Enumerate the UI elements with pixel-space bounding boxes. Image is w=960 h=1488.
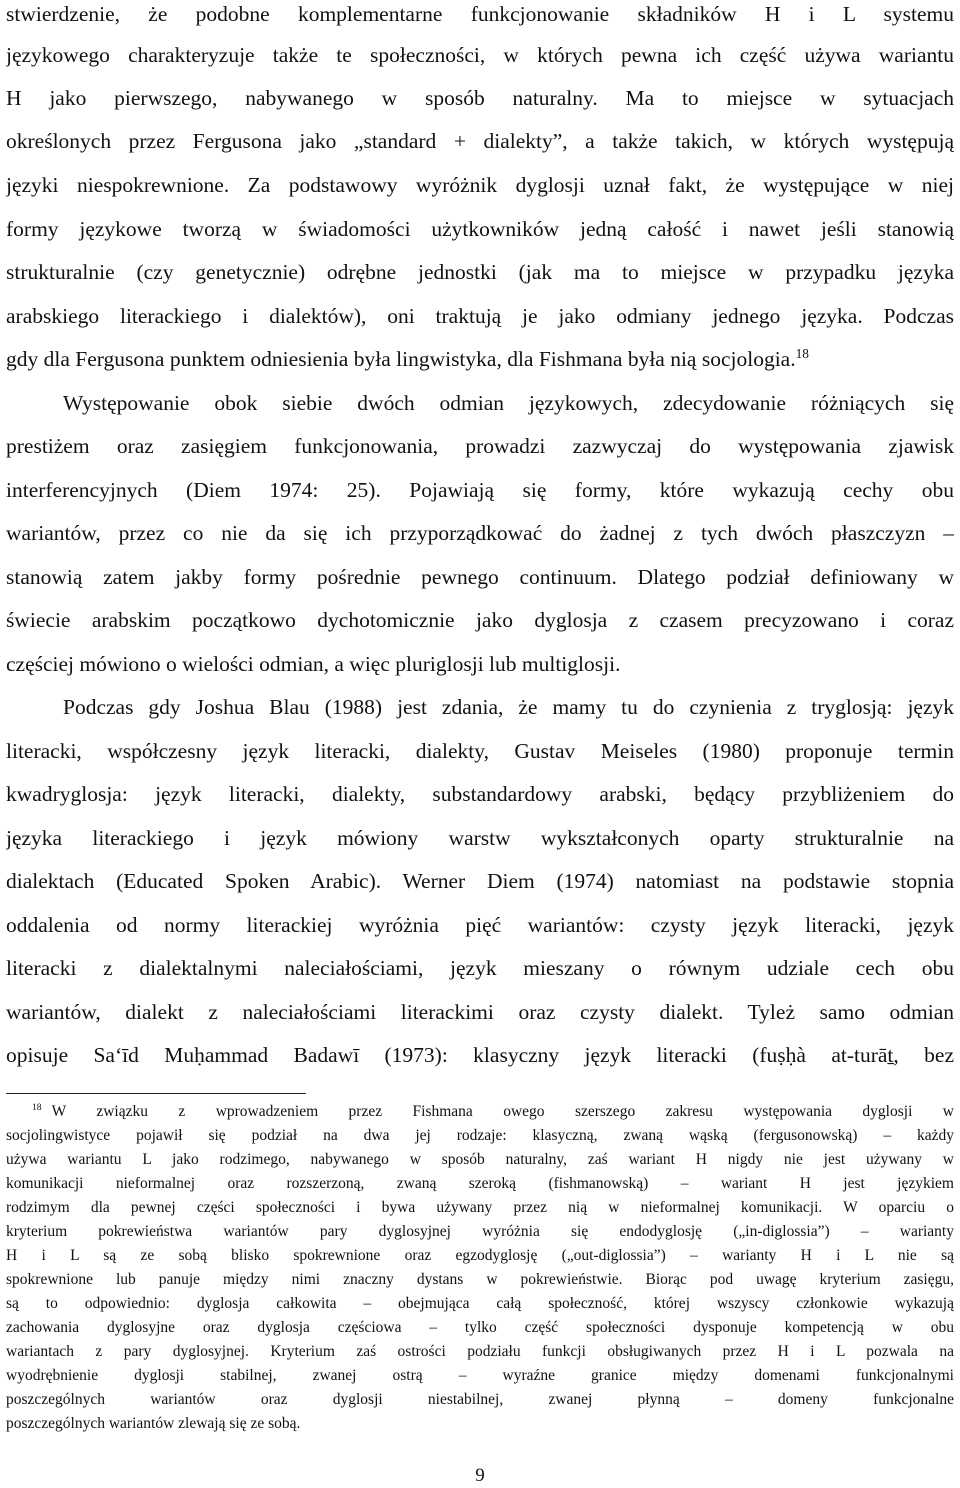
text-line: H jako pierwszego, nabywanego w sposób naturalny. Ma to miejsce w sytuacjach: [6, 86, 954, 110]
text-line: częściej mówiono o wielości odmian, a więc pluriglosji lub multiglosji.: [6, 652, 621, 676]
text-line: literacki z dialektalnymi naleciałościami, język mieszany o równym udziale cech obu: [6, 956, 954, 980]
text-line: określonych przez Fergusona jako „standard + dialekty”, a także takich, w których występują: [6, 129, 954, 153]
footnote-separator: [6, 1093, 306, 1094]
text-line: literacki, współczesny język literacki, dialekty, Gustav Meiseles (1980) proponuje termin: [6, 739, 954, 763]
text-line: formy językowe tworzą w świadomości użytkowników jedną całość i nawet jeśli stanowią: [6, 217, 954, 241]
text-line: prestiżem oraz zasięgiem funkcjonowania, prowadzi zazwyczaj do występowania zjawisk: [6, 434, 954, 458]
text-line: arabskiego literackiego i dialektów), oni traktują je jako odmiany jednego języka. Podczas: [6, 304, 954, 328]
text-line: językowego charakteryzuje także te społeczności, w których pewna ich część używa wariantu: [6, 43, 954, 67]
footnote-reference: 18: [795, 345, 809, 361]
text-line: świecie arabskim początkowo dychotomicznie jako dyglosja z czasem precyzowano i coraz: [6, 608, 954, 632]
text-line: kwadryglosja: język literacki, dialekty, substandardowy arabski, będący przybliżeniem do: [6, 782, 954, 806]
footnote-line: $^{18}$ W związku z wprowadzeniem przez Fishmana owego szerszego zakresu występowania dyglosji w: [32, 1101, 954, 1120]
text-line: oddalenia od normy literackiej wyróżnia pięć wariantów: czysty język literacki, język: [6, 913, 954, 937]
text-line: wariantów, przez co nie da się ich przyporządkować do żadnej z tych dwóch płaszczyzn –: [6, 521, 954, 545]
text-line: interferencyjnych (Diem 1974: 25). Pojawiają się formy, które wykazują cechy obu: [6, 478, 954, 502]
page-number: 9: [475, 1465, 485, 1486]
footnote-line: socjolingwistyce pojawił się podział na dwa jej rodzaje: klasyczną, zwaną wąską (fergusonowską) – każdy: [6, 1127, 954, 1144]
footnote-line: rodzimym dla pewnej części społeczności i bywa używany przez nią w nieformalnej komunikacji. W oparciu o: [6, 1199, 954, 1216]
footnote-line: H i L są ze sobą blisko spokrewnione oraz egzodyglosję („out-diglossia”) – warianty H i L nie są: [6, 1247, 954, 1264]
text-line: języka literackiego i język mówiony warstw wykształconych oparty strukturalnie na: [6, 826, 954, 850]
footnote-line: używa wariantu L jako rodzimego, nabywanego w sposób naturalny, zaś wariant H nigdy nie jest używany w: [6, 1151, 954, 1168]
footnote-line: poszczególnych wariantów oraz dyglosji niestabilnej, zwanej płynną – domeny funkcjonalne: [6, 1391, 954, 1408]
text-line: stanowią zatem jakby formy pośrednie pewnego continuum. Dlatego podział definiowany w: [6, 565, 954, 589]
text-line: języki niespokrewnione. Za podstawowy wyróżnik dyglosji uznał fakt, że występujące w niej: [6, 173, 954, 197]
footnote-line: kryterium pokrewieństwa wariantów pary dyglosyjnej wyróżnia się endodyglosję („in-diglossia”) – warianty: [6, 1223, 954, 1240]
text-line: wariantów, dialekt z naleciałościami literackimi oraz czysty dialekt. Tyleż samo odmian: [6, 1000, 954, 1024]
footnote-marker: 18: [32, 1101, 42, 1113]
footnote-line: są to odpowiednio: dyglosja całkowita – obejmująca całą społeczność, której wszyscy członkowie wykazują: [6, 1295, 954, 1312]
footnote-line: wyodrębnienie dyglosji stabilnej, zwanej ostrą – wyraźne granice między domenami funkcjonalnymi: [6, 1367, 954, 1384]
text-line: stwierdzenie, że podobne komplementarne funkcjonowanie składników H i L systemu: [6, 2, 954, 26]
text-line: strukturalnie (czy genetycznie) odrębne jednostki (jak ma to miejsce w przypadku języka: [6, 260, 954, 284]
footnote-line: komunikacji nieformalnej oraz rozszerzoną, zwaną szeroką (fishmanowską) – wariant H jest językiem: [6, 1175, 954, 1192]
text-line: opisuje Sa‘īd Muḥammad Badawī (1973): klasyczny język literacki (fuṣḥà at-turāṯ, bez: [6, 1043, 954, 1067]
footnote-line: spokrewnione lub panuje między nimi znaczny dystans w pokrewieństwie. Biorąc pod uwagę kryterium zasięgu,: [6, 1271, 954, 1288]
footnote-line: poszczególnych wariantów zlewają się ze sobą.: [6, 1415, 301, 1432]
footnote-line: wariantach z pary dyglosyjnej. Kryterium zaś ostrości podziału funkcji obsługiwanych przez H i L pozwala na: [6, 1343, 954, 1360]
footnote-line: zachowania dyglosyjne oraz dyglosja częściowa – tylko część społeczności dysponuje kompetencją w obu: [6, 1319, 954, 1336]
text-line: Występowanie obok siebie dwóch odmian językowych, zdecydowanie różniących się: [63, 391, 954, 415]
text-line: gdy dla Fergusona punktem odniesienia była lingwistyka, dla Fishmana była nią socjologia.$^{18}$: [6, 345, 809, 371]
text-line: Podczas gdy Joshua Blau (1988) jest zdania, że mamy tu do czynienia z tryglosją: język: [63, 695, 954, 719]
text-line: dialektach (Educated Spoken Arabic). Werner Diem (1974) natomiast na podstawie stopnia: [6, 869, 954, 893]
